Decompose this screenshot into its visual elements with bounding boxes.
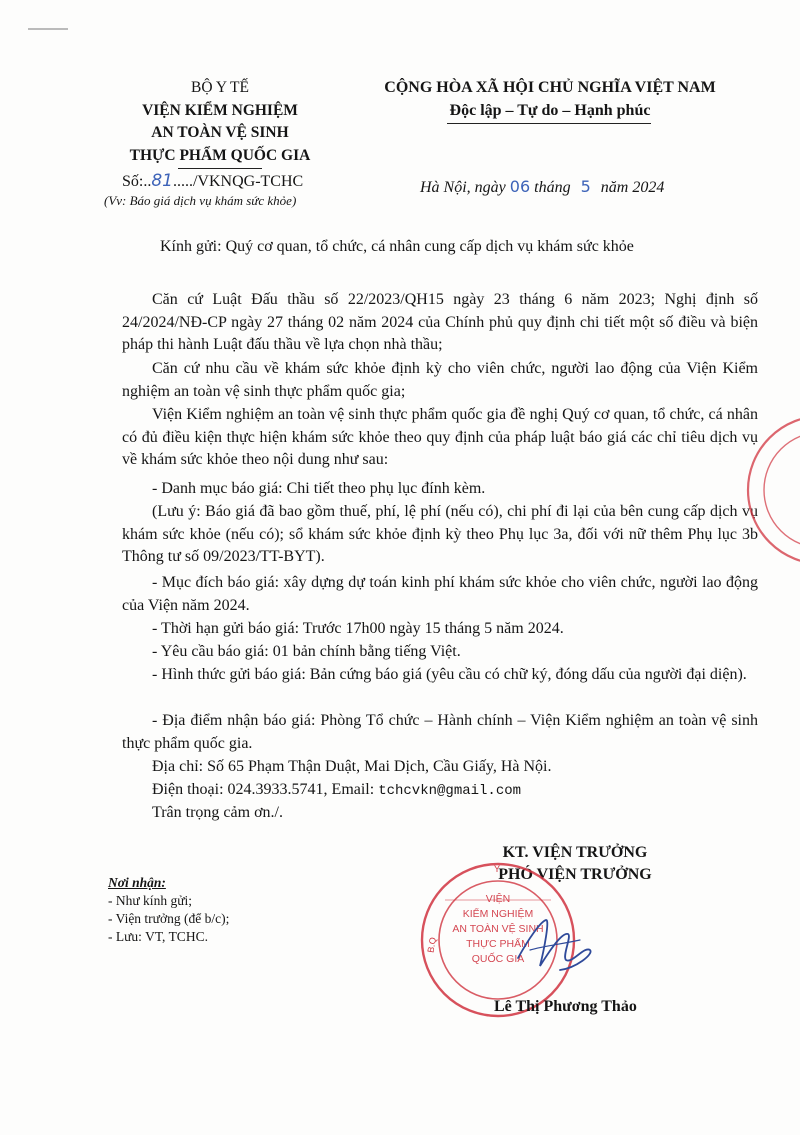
institute-line2: AN TOÀN VỆ SINH <box>151 124 289 141</box>
paragraph-request: Viện Kiểm nghiệm an toàn vệ sinh thực phẩm quốc gia đề nghị Quý cơ quan, tổ chức, cá nhân có đủ điều kiện thực hiện khám sức khỏe theo quy định của pháp luật báo giá các chỉ tiêu dịch vụ về khám sức khỏe theo nội dung như sau: <box>122 406 758 468</box>
header-right <box>350 77 750 122</box>
note-paragraph: (Lưu ý: Báo giá đã bao gồm thuế, phí, lệ phí (nếu có), chi phí đi lại của bên cung cấp dịch vụ khám sức khỏe (nếu có); sổ khám sức khỏe định kỳ theo Phụ lục 3a, đối với nữ thêm Phụ lục 3b Thông tư số 09/2023/TT-BYT). <box>122 503 758 565</box>
item-purpose: - Mục đích báo giá: xây dựng dự toán kinh phí khám sức khỏe cho viên chức, người lao động của Viện năm 2024. <box>122 574 758 614</box>
number-dots: .. <box>143 173 152 190</box>
date-day: 06 <box>509 177 531 196</box>
number-handwritten: 81 <box>151 171 173 191</box>
phone-label: Điện thoại: 024.3933.5741, Email: <box>152 781 375 798</box>
page-edge-stamp <box>742 410 800 570</box>
salutation: Kính gửi: Quý cơ quan, tổ chức, cá nhân cung cấp dịch vụ khám sức khỏe <box>160 238 634 255</box>
date-year: năm 2024 <box>600 179 665 196</box>
institute-underline <box>178 168 262 169</box>
item-location: - Địa điểm nhận báo giá: Phòng Tổ chức – Hành chính – Viện Kiểm nghiệm an toàn vệ sinh thực phẩm quốc gia. <box>122 712 758 752</box>
paragraph-need: Căn cứ nhu cầu về khám sức khỏe định kỳ cho viên chức, người lao động của Viện Kiểm nghiệm an toàn vệ sinh thực phẩm quốc gia; <box>122 360 758 400</box>
paragraph-legal-basis: Căn cứ Luật Đấu thầu số 22/2023/QH15 ngày 23 tháng 6 năm 2023; Nghị định số 24/2024/NĐ-CP ngày 27 tháng 02 năm 2024 của Chính phủ quy định chi tiết một số điều và biện pháp thi hành Luật đấu thầu về lựa chọn nhà thầu; <box>122 291 758 353</box>
institute-line1: VIỆN KIỂM NGHIỆM <box>142 101 298 119</box>
recipient-item: - Viện trưởng (để b/c); <box>108 911 230 926</box>
closing-line: Trân trọng cảm ơn./. <box>152 804 283 821</box>
item-deadline: - Thời hạn gửi báo giá: Trước 17h00 ngày 15 tháng 5 năm 2024. <box>152 620 564 637</box>
date-month-label: tháng <box>534 179 571 196</box>
item-price-list: - Danh mục báo giá: Chi tiết theo phụ lục đính kèm. <box>152 480 486 497</box>
signature-line1: KT. VIỆN TRƯỞNG <box>502 844 648 861</box>
ministry-name: BỘ Y TẾ <box>191 79 249 96</box>
item-form: - Hình thức gửi báo giá: Bản cứng báo giá (yêu cầu có chữ ký, đóng dấu của người đại diện). <box>152 666 747 683</box>
number-prefix: Số: <box>122 173 144 190</box>
institute-line3: THỰC PHẨM QUỐC GIA <box>129 146 311 164</box>
recipients-block <box>108 874 368 946</box>
document-subject: (Vv: Báo giá dịch vụ khám sức khỏe) <box>104 193 297 208</box>
document-number <box>122 170 352 193</box>
stamp-edge-top: Y <box>494 864 501 874</box>
nation-title: CỘNG HÒA XÃ HỘI CHỦ NGHĨA VIỆT NAM <box>384 79 716 96</box>
stamp-line2: KIỂM NGHIỆM <box>462 908 534 920</box>
scan-mark <box>28 28 68 30</box>
address-line: Địa chỉ: Số 65 Phạm Thận Duật, Mai Dịch, Cầu Giấy, Hà Nội. <box>152 758 552 775</box>
recipients-title: Nơi nhận: <box>108 875 166 890</box>
contact-line <box>122 779 758 803</box>
document-date <box>420 176 760 199</box>
stamp-line5: QUỐC GIA <box>471 953 525 965</box>
email-address[interactable]: tchcvkn@gmail.com <box>378 783 522 799</box>
recipient-item: - Như kính gửi; <box>108 893 193 908</box>
number-suffix: /VKNQG-TCHC <box>192 173 304 190</box>
stamp-edge-left: B.Q <box>425 936 439 954</box>
motto-underline <box>447 123 651 124</box>
item-requirement: - Yêu cầu báo giá: 01 bản chính bằng tiếng Việt. <box>152 643 461 660</box>
stamp-line4: THỰC PHẨM <box>466 938 530 950</box>
signature-line2: PHÓ VIỆN TRƯỞNG <box>498 866 652 883</box>
motto: Độc lập – Tự do – Hạnh phúc <box>449 101 651 119</box>
recipient-item: - Lưu: VT, TCHC. <box>108 929 208 944</box>
stamp-line1: VIỆN <box>485 893 511 905</box>
number-dots-2: ..... <box>172 173 193 190</box>
header-left <box>100 77 340 167</box>
date-place: Hà Nội, ngày <box>420 179 506 196</box>
stamp-line3: AN TOÀN VỆ SINH <box>452 923 544 935</box>
handwritten-signature <box>510 910 600 980</box>
signer-name: Lê Thị Phương Thảo <box>494 998 637 1015</box>
date-month: 5 <box>580 177 591 196</box>
